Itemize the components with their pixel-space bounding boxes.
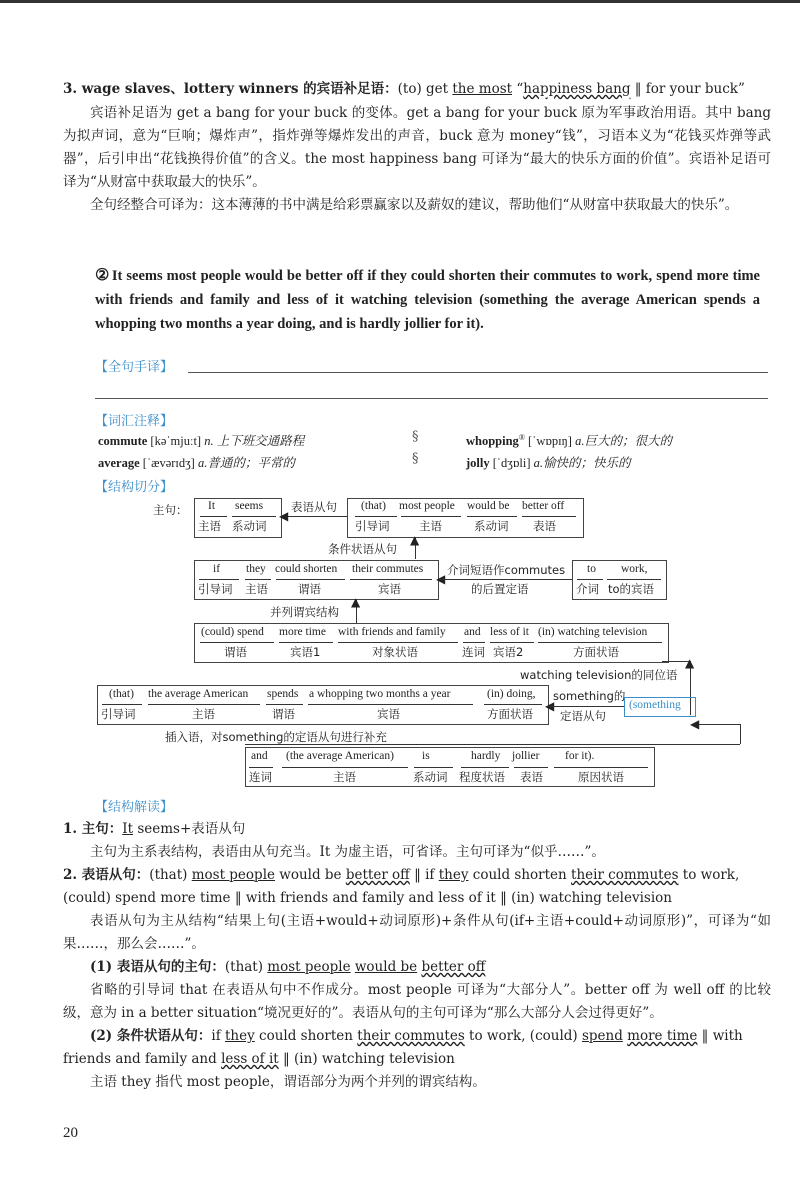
underline <box>467 516 517 517</box>
word: better off <box>522 500 565 512</box>
vocab-def: n. 上下班交通路程 <box>204 434 305 448</box>
tag-vocab: 【词汇注释】 <box>95 414 174 429</box>
vocab-word: jolly <box>466 456 490 470</box>
vocab-sup: ® <box>518 432 525 442</box>
analysis-h4 <box>63 1025 771 1048</box>
underline <box>200 516 227 517</box>
arrow-up-icon: ▲ <box>351 595 361 609</box>
underline <box>355 516 397 517</box>
role: 原因状语 <box>578 770 624 784</box>
underline <box>522 516 576 517</box>
arrow-line <box>549 706 624 707</box>
underline <box>102 704 142 705</box>
word: (that) <box>361 500 386 512</box>
underline <box>232 516 276 517</box>
word: most people <box>399 500 455 512</box>
word: to <box>587 563 596 575</box>
tag-analysis: 【结构解读】 <box>95 800 174 815</box>
word: the average American <box>148 688 249 700</box>
role: 引导词 <box>101 707 136 721</box>
tag-translation: 【全句手译】 <box>95 360 174 375</box>
word: (in) watching television <box>538 626 648 638</box>
word: (that) <box>109 688 134 700</box>
word: work, <box>621 563 648 575</box>
heading-underline2: happiness bang <box>523 81 631 97</box>
connector <box>245 744 740 745</box>
heading-label: 3. wage slaves、lottery winners 的宾语补足语： <box>63 81 398 97</box>
word: (in) doing, <box>487 688 536 700</box>
t: friends and family and <box>63 1051 222 1067</box>
word: and <box>464 626 481 638</box>
t: if <box>211 1028 225 1044</box>
role: 宾语 <box>378 582 401 596</box>
main-clause-label: 主句： <box>153 505 188 517</box>
role: 宾语1 <box>290 645 321 659</box>
role: 系动词 <box>413 770 448 784</box>
t: they <box>438 867 469 883</box>
role: 介词 <box>576 582 599 596</box>
underline <box>279 642 333 643</box>
arrow-line <box>283 516 347 517</box>
role: 宾语 <box>377 707 400 721</box>
word: if <box>213 563 221 575</box>
arrow-label: 介词短语作commutes <box>447 563 566 577</box>
word: It <box>208 500 216 512</box>
word: (the average American) <box>286 750 394 762</box>
word: (could) spend <box>201 626 264 638</box>
role: 主语 <box>333 770 356 784</box>
vocab-average <box>98 453 295 471</box>
vocab-phonetic: [ˈwɒpɪŋ] <box>524 434 576 448</box>
role: 谓语 <box>272 707 295 721</box>
word: less of it <box>490 626 529 638</box>
t: their commutes <box>571 867 679 883</box>
insert-label: 插入语，对something的定语从句进行补充 <box>165 730 387 744</box>
arrow-up-icon: ▲ <box>685 656 695 670</box>
word: is <box>422 750 430 762</box>
t: ‖ with <box>697 1028 743 1044</box>
role: 系动词 <box>474 519 509 533</box>
vocab-phonetic: [kəˈmjuːt] <box>147 434 205 448</box>
t: they <box>224 1028 255 1044</box>
underline <box>577 579 603 580</box>
t: spend <box>581 1028 623 1044</box>
section3-para2: 全句经整合可译为：这本薄薄的书中满是给彩票赢家以及薪奴的建议，帮助他们“从财富中获取最大的快乐”。 <box>90 197 739 213</box>
arrow-label: 的后置定语 <box>471 582 529 596</box>
analysis-p1: 主句为主系表结构，表语由从句充当。It 为虚主语，可省译。主句可译为“似乎……”。 <box>90 844 605 860</box>
h1-rest: seems+表语从句 <box>133 821 246 837</box>
arrow-left-icon: ◀ <box>436 572 446 586</box>
t: ‖ (in) watching television <box>278 1051 455 1067</box>
heading-underline1: the most <box>452 81 513 97</box>
underline <box>276 579 345 580</box>
t: to work, (could) <box>464 1028 582 1044</box>
page-number: 20 <box>63 1125 78 1141</box>
section3-heading <box>63 78 771 101</box>
sentence-text: It seems most people would be better off if they could shorten their commutes to work, spend more time with friends and family and less of it watching television (something the average American spends a whopping two months a year doing, and is hardly jollier for it). <box>95 268 760 332</box>
rel-label: 定语从句 <box>560 709 606 723</box>
cond-label: 条件状语从句 <box>328 542 397 556</box>
word: seems <box>235 500 264 512</box>
t: most people <box>267 959 351 975</box>
role: 表语 <box>520 770 543 784</box>
heading-text: (to) get <box>397 81 453 97</box>
top-rule <box>0 0 800 3</box>
role: 引导词 <box>355 519 390 533</box>
underline <box>148 704 260 705</box>
underline <box>607 579 661 580</box>
role: 方面状语 <box>487 707 533 721</box>
something-word: (something <box>629 699 681 711</box>
arrow-line <box>440 579 572 580</box>
underline <box>199 579 239 580</box>
role: 主语 <box>245 582 268 596</box>
word: could shorten <box>275 563 338 575</box>
arrow-left-icon: ◀ <box>279 509 289 523</box>
connector <box>694 724 740 725</box>
appos-label: watching television的同位语 <box>520 668 678 682</box>
vocab-separator-icon: § <box>412 451 419 466</box>
word: spends <box>267 688 299 700</box>
underline <box>350 579 432 580</box>
t: better off <box>345 867 410 883</box>
vocab-jolly <box>466 453 631 471</box>
t: could shorten <box>468 867 572 883</box>
underline <box>249 767 273 768</box>
word: their commutes <box>352 563 424 575</box>
underline <box>538 642 662 643</box>
word: with friends and family <box>338 626 446 638</box>
role: 引导词 <box>198 582 233 596</box>
translation-line-2[interactable] <box>95 398 768 399</box>
translation-line-1[interactable] <box>188 372 768 373</box>
sentence-number: ② <box>95 267 110 284</box>
role: 宾语2 <box>493 645 524 659</box>
word: hardly <box>471 750 501 762</box>
vocab-commute <box>98 431 304 449</box>
underline <box>484 704 542 705</box>
analysis-h3 <box>63 956 771 979</box>
word: a whopping two months a year <box>309 688 451 700</box>
vocab-word: commute <box>98 434 148 448</box>
h2-label: 2. 表语从句： <box>63 867 150 883</box>
analysis-p4: 主语 they 指代 most people，谓语部分为两个并列的谓宾结构。 <box>90 1074 486 1090</box>
underline <box>282 767 408 768</box>
role: 连词 <box>249 770 272 784</box>
analysis-h4-line2 <box>63 1048 771 1071</box>
t: their commutes <box>357 1028 465 1044</box>
heading-text: ‖ for your buck” <box>630 81 745 97</box>
t: ‖ if <box>409 867 439 883</box>
vocab-word: average <box>98 456 140 470</box>
role: 对象状语 <box>372 645 418 659</box>
role: 连词 <box>462 645 485 659</box>
role: 程度状语 <box>459 770 505 784</box>
t: better off <box>421 959 486 975</box>
underline <box>401 516 461 517</box>
word: for it). <box>565 750 595 762</box>
underline <box>414 767 453 768</box>
t: (that) <box>149 867 192 883</box>
vocab-word: whopping <box>466 434 519 448</box>
vocab-def: a.巨大的；很大的 <box>575 434 672 448</box>
underline <box>266 704 303 705</box>
h1-label: 1. 主句： <box>63 821 123 837</box>
underline <box>245 579 271 580</box>
heading-text: “ <box>512 81 524 97</box>
word: and <box>251 750 268 762</box>
tag-structure: 【结构切分】 <box>95 480 174 495</box>
parallel-label: 并列谓宾结构 <box>270 605 339 619</box>
role: 主语 <box>198 519 221 533</box>
rel-label: something的 <box>553 689 626 703</box>
vocab-def: a.愉快的；快乐的 <box>533 456 631 470</box>
analysis-h2 <box>63 864 771 887</box>
role: 谓语 <box>298 582 321 596</box>
analysis-h2-line2: (could) spend more time ‖ with friends and family and less of it ‖ (in) watching television <box>63 890 672 906</box>
t: (that) <box>224 959 268 975</box>
t: less of it <box>221 1051 279 1067</box>
role: to的宾语 <box>608 582 655 596</box>
analysis-h1 <box>63 818 771 841</box>
underline <box>463 642 485 643</box>
arrow-left-icon: ◀ <box>545 699 555 713</box>
h1-underline: It <box>122 821 134 837</box>
arrow-up-icon: ▲ <box>410 533 420 547</box>
underline <box>338 642 458 643</box>
t: would be <box>275 867 346 883</box>
analysis-p2: 表语从句为主从结构“结果上句(主语+would+动词原形)+条件从句(if+主语+could+动词原形)”，可译为“如果……，那么会……”。 <box>63 913 771 952</box>
sentence-2 <box>95 264 760 336</box>
role: 主语 <box>192 707 215 721</box>
word: would be <box>467 500 510 512</box>
h3-label: (1) 表语从句的主句： <box>90 959 225 975</box>
t: more time <box>627 1028 698 1044</box>
underline <box>490 642 534 643</box>
t: to work, <box>678 867 740 883</box>
underline <box>514 767 548 768</box>
vocab-phonetic: [ˈævərɪdʒ] <box>139 456 198 470</box>
underline <box>461 767 509 768</box>
vocab-whopping <box>466 431 672 449</box>
underline <box>554 767 648 768</box>
role: 系动词 <box>232 519 267 533</box>
t: most people <box>191 867 275 883</box>
role: 主语 <box>419 519 442 533</box>
h4-label: (2) 条件状语从句： <box>90 1028 212 1044</box>
underline <box>200 642 274 643</box>
underline <box>308 704 473 705</box>
word: more time <box>279 626 326 638</box>
t: could shorten <box>254 1028 358 1044</box>
word: they <box>246 563 266 575</box>
role: 谓语 <box>224 645 247 659</box>
vocab-def: a.普通的；平常的 <box>197 456 295 470</box>
analysis-p3: 省略的引导词 that 在表语从句中不作成分。most people 可译为“大部分人”。better off 为 well off 的比较级，意为 in a better situation“境况更好的”。表语从句的主句可译为“那么大部分人会过得更好”。 <box>63 982 771 1021</box>
arrow-label: 表语从句 <box>291 500 337 514</box>
arrow-left-icon: ◀ <box>690 717 700 731</box>
section3-para1: 宾语补足语为 get a bang for your buck 的变体。get a bang for your buck 原为军事政治用语。其中 bang 为拟声词，意为“巨响；爆炸声”，指炸弹等爆炸发出的声音，buck 意为 money“钱”，习语本义为“花钱买炸弹等武器”，后引申出“花钱换得价值”的含义。the most happiness bang 可译为“最大的快乐方面的价值”。宾语补足语可译为“从财富中获取最大的快乐”。 <box>63 105 771 190</box>
role: 表语 <box>533 519 556 533</box>
t: would be <box>354 959 418 975</box>
role: 方面状语 <box>573 645 619 659</box>
vocab-separator-icon: § <box>412 429 419 444</box>
vocab-phonetic: [ˈdʒɒli] <box>489 456 534 470</box>
word: jollier <box>512 750 540 762</box>
connector <box>740 724 741 744</box>
